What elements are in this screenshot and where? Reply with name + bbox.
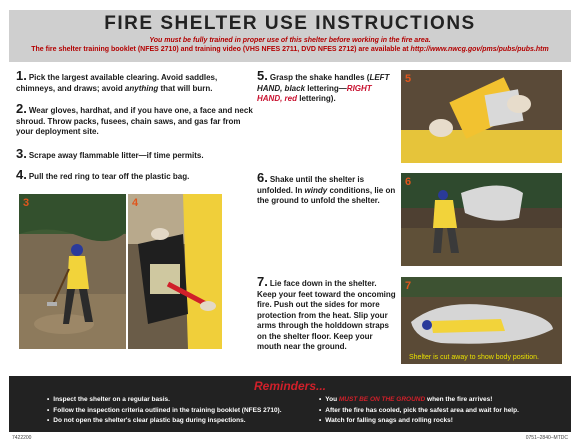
lying-in-shelter-image	[401, 277, 562, 364]
step-1-emphasis: anything	[124, 83, 159, 93]
step-3	[16, 146, 256, 162]
photo-step-5	[401, 70, 562, 163]
step-5-text-c: lettering).	[297, 94, 336, 103]
step-6	[257, 170, 397, 207]
step-7	[257, 274, 398, 353]
photo-7-label: 7	[405, 280, 412, 292]
training-notice: You must be fully trained in proper use of this shelter before working in the fire area.	[149, 37, 431, 44]
shaking-shelter-image	[401, 173, 562, 266]
step-7-number: 7.	[257, 274, 268, 289]
reminders-left-column	[47, 395, 282, 427]
page-title: FIRE SHELTER USE INSTRUCTIONS	[104, 13, 476, 34]
step-3-text: Scrape away flammable litter—if time permits.	[28, 151, 204, 160]
reminder-item: • Follow the inspection criteria outlined in the training booklet (NFES 2710).	[47, 406, 282, 417]
step-5-text-a: Grasp the shake handles (	[269, 73, 370, 82]
step-5-right-hand: RIGHT HAND, red	[257, 83, 372, 103]
photo-4-label: 4	[132, 197, 139, 209]
reminder-item: • After the fire has cooled, pick the safest area and wait for help.	[319, 406, 519, 417]
step-5-left-hand: LEFT HAND, black	[257, 73, 390, 93]
training-url-link[interactable]: http://www.nwcg.gov/pms/pubs/pubs.htm	[410, 46, 549, 53]
step-6-emphasis: windy	[304, 185, 328, 195]
step-1-text-a: Pick the largest available clearing. Avoid saddles, chimneys, and draws; avoid	[16, 73, 218, 93]
header-banner	[9, 10, 571, 62]
reminder-ground-emphasis: MUST BE ON THE GROUND	[338, 396, 426, 403]
grasping-handles-image	[401, 70, 562, 163]
step-6-number: 6.	[257, 170, 268, 185]
step-1-text-b: that will burn.	[158, 83, 213, 93]
photo-step-6	[401, 173, 562, 266]
step-1	[16, 68, 256, 94]
step-7-text: Lie face down in the shelter. Keep your feet toward the oncoming fire. Push out the sides for more protection from the heat. Slip your arms through the holddown straps on the shelter floor. Keep your mouth near the ground.	[257, 279, 396, 351]
step-2	[16, 101, 256, 138]
step-2-text: Wear gloves, hardhat, and if you have one, a face and neck shroud. Throw packs, fusees, chain saws, and gas far from your deployment site.	[16, 106, 253, 136]
step-5-number: 5.	[257, 68, 268, 83]
photo-step-3	[19, 194, 126, 349]
step-2-number: 2.	[16, 101, 27, 116]
reminder-ground-b: when the fire arrives!	[425, 396, 493, 403]
step-4-text: Pull the red ring to tear off the plastic bag.	[28, 172, 190, 181]
reminder-item: • Do not open the shelter's clear plastic bag during inspections.	[47, 416, 282, 427]
step-5	[257, 68, 399, 105]
photo-5-label: 5	[405, 73, 412, 85]
step-6-text-b: conditions, lie on the ground to unfold the shelter.	[257, 185, 396, 205]
step-4-number: 4.	[16, 167, 27, 182]
reminder-item: • Watch for falling snags and rolling rocks!	[319, 416, 519, 427]
document-code-left: 7422200	[12, 435, 32, 441]
scraping-ground-image	[19, 194, 126, 349]
step-4	[16, 167, 256, 183]
training-materials-note	[9, 45, 571, 54]
reminder-ground-a: You	[325, 396, 339, 403]
photo-6-label: 6	[405, 176, 412, 188]
photo-3-label: 3	[23, 197, 30, 209]
step-3-number: 3.	[16, 146, 27, 161]
step-1-number: 1.	[16, 68, 27, 83]
document-code-right: 0751–2840–MTDC	[525, 435, 568, 441]
photo-7-caption: Shelter is cut away to show body position.	[409, 354, 539, 361]
reminder-item	[319, 395, 519, 406]
reminders-panel	[9, 376, 571, 432]
reminders-title: Reminders...	[253, 379, 327, 393]
training-materials-text: The fire shelter training booklet (NFES 2710) and training video (VHS NFES 2711, DVD NFES 2712) are available at	[31, 46, 409, 53]
photo-step-7	[401, 277, 562, 364]
reminder-item: • Inspect the shelter on a regular basis.	[47, 395, 282, 406]
reminders-right-column	[319, 395, 519, 427]
pulling-ring-image	[128, 194, 222, 349]
step-6-text-a: Shake until the shelter is unfolded. In	[257, 175, 365, 195]
photo-step-4	[128, 194, 222, 349]
step-5-text-b: lettering—	[305, 83, 347, 93]
